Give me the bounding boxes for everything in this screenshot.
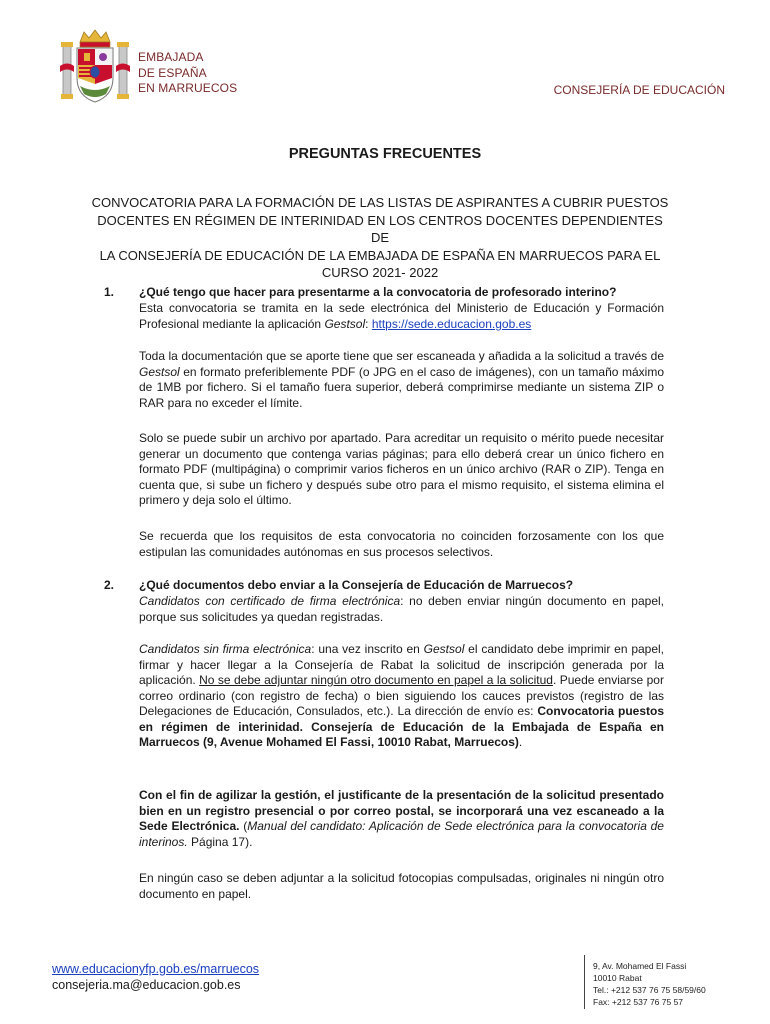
footer-website-link[interactable]: www.educacionyfp.gob.es/marruecos (52, 962, 260, 976)
q2-paragraph-3 (139, 788, 664, 850)
page-title: PREGUNTAS FRECUENTES (288, 146, 482, 162)
text: el candidato debe imprimir en papel, firmar y hacer llegar a la Consejería de Rabat la solicitud de inscripción generada por la aplicación. (139, 642, 665, 687)
embassy-line: EN MARRUECOS (138, 81, 238, 95)
text: Toda la documentación que se aporte tiene que ser escaneada y añadida a la solicitud a través de (139, 349, 664, 363)
text: . Puede enviarse por correo ordinario (con registro de fecha) o bien siguiendo los cauces previstos (registro de las Delegaciones de Educación, Consulados, etc.). La dirección de envío es: (139, 673, 664, 718)
footer-divider (584, 955, 585, 1009)
text: Página 17). (187, 834, 253, 849)
bold-text: Con el fin de agilizar la gestión, el justificante de la presentación de la solicitud presentado bien en un registro presencial o por correo postal, se incorporará una vez escaneado a la Sede Electrónica. (139, 788, 664, 833)
mailing-address: Convocatoria puestos en régimen de interinidad. Consejería de Educación de la Embajada de España en Marruecos (9, Avenue Mohamed El Fassi, 10010 Rabat, Marruecos) (139, 704, 664, 749)
address-line: 9, Av. Mohamed El Fassi (593, 961, 687, 971)
app-name: Gestsol (139, 364, 180, 379)
underlined-text: No se debe adjuntar ningún otro documento en papel a la solicitud (199, 673, 553, 687)
embassy-line: DE ESPAÑA (138, 65, 207, 80)
text: ( (239, 819, 248, 833)
q2-paragraph-1 (139, 594, 664, 625)
question-number: 2. (104, 578, 115, 592)
address-line: 10010 Rabat (593, 973, 642, 983)
address-line: Tel.: +212 537 76 75 58/59/60 (593, 985, 706, 995)
footer-address (593, 960, 706, 1008)
sede-link[interactable]: https://sede.educacion.gob.es (371, 316, 532, 331)
text: : (365, 316, 372, 331)
text: Esta convocatoria se tramita en la sede electrónica del Ministerio de Educación y Formación Profesional mediante la aplicación (139, 301, 664, 331)
question-number: 1. (104, 285, 115, 299)
embassy-name (138, 50, 237, 97)
subtitle-line: CURSO 2021- 2022 (321, 265, 439, 280)
candidate-type: Candidatos con certificado de firma electrónica (139, 594, 401, 608)
address-line: Fax: +212 537 76 75 57 (593, 997, 684, 1007)
question-text: ¿Qué documentos debo enviar a la Consejería de Educación de Marruecos? (139, 578, 574, 592)
department-name: CONSEJERÍA DE EDUCACIÓN (553, 83, 725, 97)
app-name: Gestsol (423, 642, 465, 656)
candidate-type: Candidatos sin firma electrónica (139, 642, 312, 656)
question-text: ¿Qué tengo que hacer para presentarme a la convocatoria de profesorado interino? (139, 285, 617, 299)
manual-reference: Manual del candidato: Aplicación de Sede electrónica para la convocatoria de interinos. (139, 819, 664, 849)
q2-paragraph-2 (139, 642, 664, 751)
subtitle-line: CONVOCATORIA PARA LA FORMACIÓN DE LAS LISTAS DE ASPIRANTES A CUBRIR PUESTOS (91, 195, 669, 210)
document-subtitle (90, 194, 670, 282)
app-name: Gestsol (324, 316, 366, 331)
embassy-line: EMBAJADA (138, 50, 204, 64)
subtitle-line: DOCENTES EN RÉGIMEN DE INTERINIDAD EN LOS CENTROS DOCENTES DEPENDIENTES DE (97, 212, 663, 245)
text: en formato preferiblemente PDF (o JPG en el caso de imágenes), con un tamaño máximo de 1MB por fichero. Si el tamaño fuera superior, deberá comprimirse mediante un sistema ZIP o RAR para no exceder el límite. (139, 364, 664, 410)
text: : no deben enviar ningún documento en papel, porque sus solicitudes ya quedan registradas. (139, 594, 664, 624)
q2-paragraph-4: En ningún caso se deben adjuntar a la solicitud fotocopias compulsadas, originales ni ningún otro documento en papel. (139, 871, 664, 901)
q1-paragraph-4: Se recuerda que los requisitos de esta convocatoria no coinciden forzosamente con los que estipulan las comunidades autónomas en sus procesos selectivos. (139, 529, 664, 559)
q1-paragraph-3: Solo se puede subir un archivo por apartado. Para acreditar un requisito o mérito puede necesitar generar un documento que contenga varias páginas; para ello deberá crear un único fichero en formato PDF (multipágina) o comprimir varios ficheros en un único archivo (RAR o ZIP). Tenga en cuenta que, si sube un fichero y después sube otro para el mismo requisito, el sistema elimina el primero y deja solo el último. (139, 431, 664, 507)
q1-paragraph-2 (139, 349, 664, 411)
q1-paragraph-1 (139, 301, 664, 332)
subtitle-line: LA CONSEJERÍA DE EDUCACIÓN DE LA EMBAJADA DE ESPAÑA EN MARRUECOS PARA EL (99, 247, 661, 263)
text: . (518, 735, 523, 749)
text: : una vez inscrito en (311, 642, 424, 656)
coat-of-arms-logo (60, 28, 130, 106)
footer-email: consejeria.ma@educacion.gob.es (52, 978, 241, 992)
